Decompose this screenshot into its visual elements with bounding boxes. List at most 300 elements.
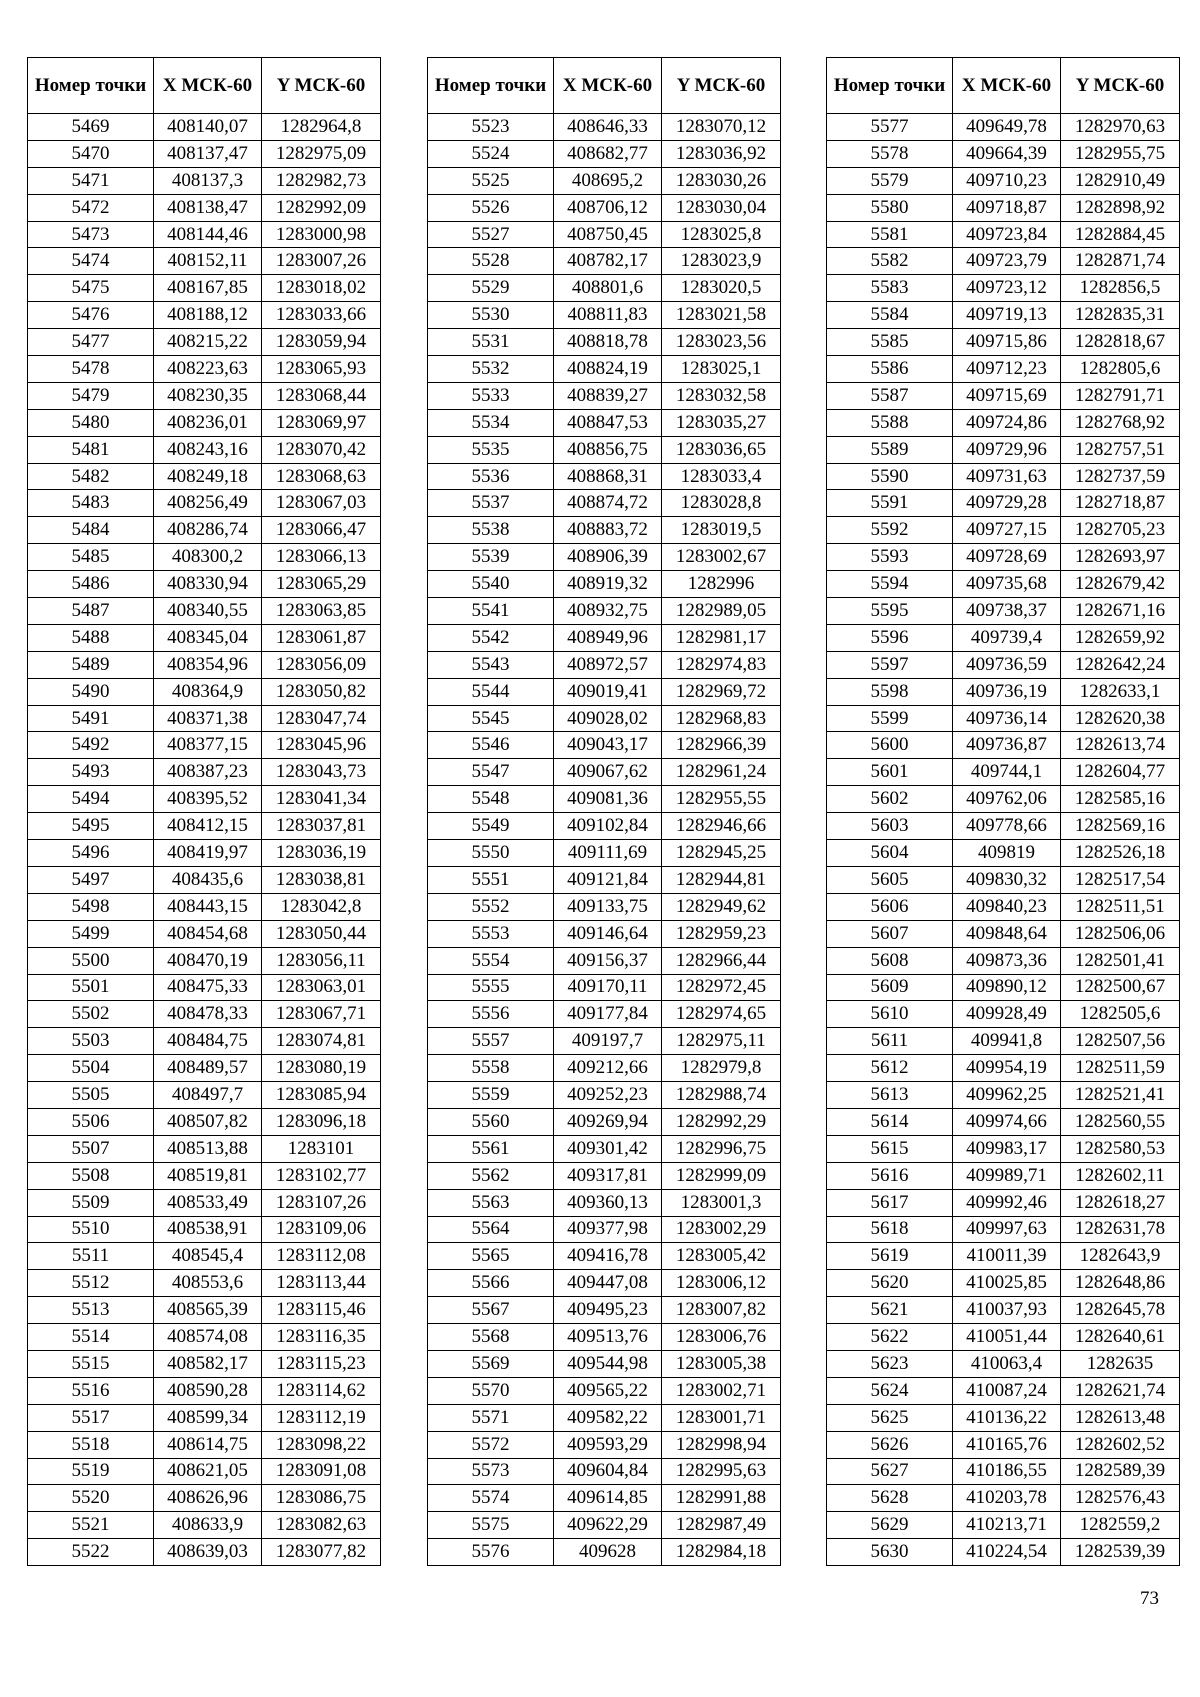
y-coordinate-cell: 1282944,81 [662, 866, 781, 893]
table-row [28, 866, 381, 893]
y-coordinate-cell: 1282642,24 [1061, 651, 1180, 678]
column-header-x: X МСК-60 [154, 58, 262, 114]
x-coordinate-cell: 409028,02 [554, 705, 662, 732]
table-row [827, 544, 1180, 571]
y-coordinate-cell: 1282505,6 [1061, 1001, 1180, 1028]
table-row [28, 571, 381, 598]
x-coordinate-cell: 408513,88 [154, 1135, 262, 1162]
point-number-cell: 5481 [28, 436, 154, 463]
column-header-y: Y МСК-60 [1061, 58, 1180, 114]
page-number: 73 [1140, 1588, 1159, 1609]
y-coordinate-cell: 1283066,13 [262, 544, 381, 571]
point-number-cell: 5497 [28, 866, 154, 893]
point-number-cell: 5502 [28, 1001, 154, 1028]
x-coordinate-cell: 409712,23 [953, 356, 1061, 383]
point-number-cell: 5544 [428, 678, 554, 705]
point-number-cell: 5473 [28, 221, 154, 248]
point-number-cell: 5533 [428, 382, 554, 409]
y-coordinate-cell: 1282620,38 [1061, 705, 1180, 732]
point-number-cell: 5536 [428, 463, 554, 490]
x-coordinate-cell: 409989,71 [953, 1162, 1061, 1189]
point-number-cell: 5527 [428, 221, 554, 248]
y-coordinate-cell: 1283000,98 [262, 221, 381, 248]
point-number-cell: 5598 [827, 678, 953, 705]
y-coordinate-cell: 1282955,55 [662, 786, 781, 813]
x-coordinate-cell: 409212,66 [554, 1055, 662, 1082]
table-row [428, 974, 781, 1001]
x-coordinate-cell: 409019,41 [554, 678, 662, 705]
y-coordinate-cell: 1282969,72 [662, 678, 781, 705]
table-row [827, 974, 1180, 1001]
y-coordinate-cell: 1283023,56 [662, 329, 781, 356]
x-coordinate-cell: 408582,17 [154, 1350, 262, 1377]
x-coordinate-cell: 409447,08 [554, 1270, 662, 1297]
y-coordinate-cell: 1283006,12 [662, 1270, 781, 1297]
y-coordinate-cell: 1282526,18 [1061, 840, 1180, 867]
table-row [827, 598, 1180, 625]
table-row [428, 382, 781, 409]
table-row [28, 786, 381, 813]
point-number-cell: 5557 [428, 1028, 554, 1055]
point-number-cell: 5591 [827, 490, 953, 517]
table-row [28, 1377, 381, 1404]
x-coordinate-cell: 408230,35 [154, 382, 262, 409]
y-coordinate-cell: 1282693,97 [1061, 544, 1180, 571]
x-coordinate-cell: 408330,94 [154, 571, 262, 598]
x-coordinate-cell: 408621,05 [154, 1458, 262, 1485]
point-number-cell: 5597 [827, 651, 953, 678]
point-number-cell: 5569 [428, 1350, 554, 1377]
x-coordinate-cell: 409102,84 [554, 813, 662, 840]
x-coordinate-cell: 408236,01 [154, 409, 262, 436]
point-number-cell: 5525 [428, 167, 554, 194]
point-number-cell: 5587 [827, 382, 953, 409]
x-coordinate-cell: 408387,23 [154, 759, 262, 786]
y-coordinate-cell: 1283068,44 [262, 382, 381, 409]
table-row [827, 759, 1180, 786]
y-coordinate-cell: 1282659,92 [1061, 624, 1180, 651]
x-coordinate-cell: 409873,36 [953, 947, 1061, 974]
table-row [827, 221, 1180, 248]
table-row [28, 598, 381, 625]
x-coordinate-cell: 410025,85 [953, 1270, 1061, 1297]
point-number-cell: 5609 [827, 974, 953, 1001]
x-coordinate-cell: 408470,19 [154, 947, 262, 974]
y-coordinate-cell: 1282949,62 [662, 893, 781, 920]
x-coordinate-cell: 409997,63 [953, 1216, 1061, 1243]
table-row [428, 840, 781, 867]
y-coordinate-cell: 1283006,76 [662, 1324, 781, 1351]
table-row [28, 1512, 381, 1539]
y-coordinate-cell: 1283001,71 [662, 1404, 781, 1431]
y-coordinate-cell: 1283032,58 [662, 382, 781, 409]
point-number-cell: 5581 [827, 221, 953, 248]
table-row [28, 248, 381, 275]
table-row [428, 1458, 781, 1485]
table-row [428, 1297, 781, 1324]
table-row [428, 167, 781, 194]
point-number-cell: 5526 [428, 194, 554, 221]
point-number-cell: 5626 [827, 1431, 953, 1458]
x-coordinate-cell: 409941,8 [953, 1028, 1061, 1055]
point-number-cell: 5568 [428, 1324, 554, 1351]
point-number-cell: 5567 [428, 1297, 554, 1324]
table-row [428, 140, 781, 167]
x-coordinate-cell: 408137,3 [154, 167, 262, 194]
x-coordinate-cell: 408706,12 [554, 194, 662, 221]
x-coordinate-cell: 408188,12 [154, 302, 262, 329]
point-number-cell: 5565 [428, 1243, 554, 1270]
y-coordinate-cell: 1282648,86 [1061, 1270, 1180, 1297]
point-number-cell: 5546 [428, 732, 554, 759]
x-coordinate-cell: 409819 [953, 840, 1061, 867]
point-number-cell: 5520 [28, 1485, 154, 1512]
point-number-cell: 5566 [428, 1270, 554, 1297]
y-coordinate-cell: 1283113,44 [262, 1270, 381, 1297]
x-coordinate-cell: 409360,13 [554, 1189, 662, 1216]
y-coordinate-cell: 1283020,5 [662, 275, 781, 302]
table-row [28, 893, 381, 920]
point-number-cell: 5630 [827, 1539, 953, 1566]
point-number-cell: 5613 [827, 1082, 953, 1109]
y-coordinate-cell: 1282511,51 [1061, 893, 1180, 920]
point-number-cell: 5504 [28, 1055, 154, 1082]
point-number-cell: 5602 [827, 786, 953, 813]
x-coordinate-cell: 408949,96 [554, 624, 662, 651]
table-row [827, 356, 1180, 383]
point-number-cell: 5486 [28, 571, 154, 598]
point-number-cell: 5515 [28, 1350, 154, 1377]
table-row [827, 1297, 1180, 1324]
table-row [428, 1162, 781, 1189]
table-row [28, 1350, 381, 1377]
table-row [827, 1162, 1180, 1189]
y-coordinate-cell: 1283115,46 [262, 1297, 381, 1324]
table-row [28, 1001, 381, 1028]
point-number-cell: 5535 [428, 436, 554, 463]
point-number-cell: 5562 [428, 1162, 554, 1189]
table-row [827, 517, 1180, 544]
x-coordinate-cell: 408454,68 [154, 920, 262, 947]
point-number-cell: 5509 [28, 1189, 154, 1216]
x-coordinate-cell: 409416,78 [554, 1243, 662, 1270]
table-row [28, 275, 381, 302]
y-coordinate-cell: 1282718,87 [1061, 490, 1180, 517]
y-coordinate-cell: 1282679,42 [1061, 571, 1180, 598]
y-coordinate-cell: 1283001,3 [662, 1189, 781, 1216]
x-coordinate-cell: 409848,64 [953, 920, 1061, 947]
y-coordinate-cell: 1283033,66 [262, 302, 381, 329]
x-coordinate-cell: 409954,19 [953, 1055, 1061, 1082]
y-coordinate-cell: 1282964,8 [262, 114, 381, 141]
point-number-cell: 5534 [428, 409, 554, 436]
x-coordinate-cell: 410203,78 [953, 1485, 1061, 1512]
point-number-cell: 5583 [827, 275, 953, 302]
table-row [28, 356, 381, 383]
table-row [827, 893, 1180, 920]
point-number-cell: 5489 [28, 651, 154, 678]
y-coordinate-cell: 1283065,29 [262, 571, 381, 598]
column-header-x: X МСК-60 [554, 58, 662, 114]
point-number-cell: 5627 [827, 1458, 953, 1485]
y-coordinate-cell: 1282835,31 [1061, 302, 1180, 329]
table-row [28, 1324, 381, 1351]
table-row [28, 947, 381, 974]
table-row [28, 1189, 381, 1216]
table-row [428, 705, 781, 732]
table-row [428, 732, 781, 759]
x-coordinate-cell: 408249,18 [154, 463, 262, 490]
coordinates-table-1 [27, 57, 381, 1566]
table-row [28, 436, 381, 463]
table-row [428, 302, 781, 329]
x-coordinate-cell: 409719,13 [953, 302, 1061, 329]
x-coordinate-cell: 408553,6 [154, 1270, 262, 1297]
y-coordinate-cell: 1283074,81 [262, 1028, 381, 1055]
table-row [428, 759, 781, 786]
table-row [428, 1055, 781, 1082]
table-row [827, 571, 1180, 598]
point-number-cell: 5594 [827, 571, 953, 598]
y-coordinate-cell: 1282975,11 [662, 1028, 781, 1055]
x-coordinate-cell: 408478,33 [154, 1001, 262, 1028]
x-coordinate-cell: 408377,15 [154, 732, 262, 759]
point-number-cell: 5491 [28, 705, 154, 732]
x-coordinate-cell: 408906,39 [554, 544, 662, 571]
y-coordinate-cell: 1282621,74 [1061, 1377, 1180, 1404]
table-row [827, 840, 1180, 867]
point-number-cell: 5551 [428, 866, 554, 893]
table-row [827, 1216, 1180, 1243]
table-row [827, 1431, 1180, 1458]
point-number-cell: 5564 [428, 1216, 554, 1243]
point-number-cell: 5541 [428, 598, 554, 625]
table-row [428, 1270, 781, 1297]
table-row [428, 356, 781, 383]
table-row [428, 1028, 781, 1055]
x-coordinate-cell: 409317,81 [554, 1162, 662, 1189]
y-coordinate-cell: 1282517,54 [1061, 866, 1180, 893]
point-number-cell: 5556 [428, 1001, 554, 1028]
table-row [428, 1324, 781, 1351]
x-coordinate-cell: 409622,29 [554, 1512, 662, 1539]
table-row [827, 302, 1180, 329]
point-number-cell: 5485 [28, 544, 154, 571]
y-coordinate-cell: 1282618,27 [1061, 1189, 1180, 1216]
y-coordinate-cell: 1283007,82 [662, 1297, 781, 1324]
table-row [28, 221, 381, 248]
x-coordinate-cell: 408614,75 [154, 1431, 262, 1458]
point-number-cell: 5618 [827, 1216, 953, 1243]
y-coordinate-cell: 1282631,78 [1061, 1216, 1180, 1243]
y-coordinate-cell: 1283098,22 [262, 1431, 381, 1458]
y-coordinate-cell: 1282974,83 [662, 651, 781, 678]
table-row [28, 813, 381, 840]
x-coordinate-cell: 409890,12 [953, 974, 1061, 1001]
point-number-cell: 5500 [28, 947, 154, 974]
x-coordinate-cell: 408286,74 [154, 517, 262, 544]
point-number-cell: 5547 [428, 759, 554, 786]
point-number-cell: 5592 [827, 517, 953, 544]
table-row [428, 194, 781, 221]
y-coordinate-cell: 1282818,67 [1061, 329, 1180, 356]
y-coordinate-cell: 1282961,24 [662, 759, 781, 786]
x-coordinate-cell: 408138,47 [154, 194, 262, 221]
point-number-cell: 5498 [28, 893, 154, 920]
table-row [827, 140, 1180, 167]
point-number-cell: 5606 [827, 893, 953, 920]
table-row [28, 678, 381, 705]
table-row [28, 114, 381, 141]
y-coordinate-cell: 1282757,51 [1061, 436, 1180, 463]
point-number-cell: 5532 [428, 356, 554, 383]
point-number-cell: 5589 [827, 436, 953, 463]
table-row [28, 302, 381, 329]
x-coordinate-cell: 408839,27 [554, 382, 662, 409]
y-coordinate-cell: 1282604,77 [1061, 759, 1180, 786]
table-header-row [28, 58, 381, 114]
x-coordinate-cell: 409983,17 [953, 1135, 1061, 1162]
table-row [28, 1135, 381, 1162]
point-number-cell: 5548 [428, 786, 554, 813]
table-row [827, 490, 1180, 517]
x-coordinate-cell: 410037,93 [953, 1297, 1061, 1324]
x-coordinate-cell: 408137,47 [154, 140, 262, 167]
y-coordinate-cell: 1282995,63 [662, 1458, 781, 1485]
y-coordinate-cell: 1282975,09 [262, 140, 381, 167]
table-row [827, 1377, 1180, 1404]
table-row [28, 140, 381, 167]
y-coordinate-cell: 1282791,71 [1061, 382, 1180, 409]
table-header-row [428, 58, 781, 114]
point-number-cell: 5549 [428, 813, 554, 840]
x-coordinate-cell: 409715,86 [953, 329, 1061, 356]
y-coordinate-cell: 1283069,97 [262, 409, 381, 436]
table-row [428, 1404, 781, 1431]
point-number-cell: 5537 [428, 490, 554, 517]
y-coordinate-cell: 1282633,1 [1061, 678, 1180, 705]
y-coordinate-cell: 1283036,65 [662, 436, 781, 463]
table-row [428, 248, 781, 275]
x-coordinate-cell: 409729,28 [953, 490, 1061, 517]
table-row [827, 1512, 1180, 1539]
y-coordinate-cell: 1282705,23 [1061, 517, 1180, 544]
table-row [428, 651, 781, 678]
x-coordinate-cell: 408215,22 [154, 329, 262, 356]
point-number-cell: 5484 [28, 517, 154, 544]
table-row [28, 329, 381, 356]
table-row [827, 275, 1180, 302]
point-number-cell: 5593 [827, 544, 953, 571]
y-coordinate-cell: 1283086,75 [262, 1485, 381, 1512]
table-row [428, 1135, 781, 1162]
y-coordinate-cell: 1283047,74 [262, 705, 381, 732]
y-coordinate-cell: 1283116,35 [262, 1324, 381, 1351]
table-row [28, 759, 381, 786]
point-number-cell: 5531 [428, 329, 554, 356]
x-coordinate-cell: 408750,45 [554, 221, 662, 248]
table-row [827, 463, 1180, 490]
y-coordinate-cell: 1283030,26 [662, 167, 781, 194]
y-coordinate-cell: 1282946,66 [662, 813, 781, 840]
y-coordinate-cell: 1282972,45 [662, 974, 781, 1001]
y-coordinate-cell: 1283063,85 [262, 598, 381, 625]
point-number-cell: 5629 [827, 1512, 953, 1539]
table-row [428, 1108, 781, 1135]
y-coordinate-cell: 1282996,75 [662, 1135, 781, 1162]
table-row [827, 651, 1180, 678]
y-coordinate-cell: 1283002,71 [662, 1377, 781, 1404]
point-number-cell: 5505 [28, 1082, 154, 1109]
x-coordinate-cell: 408874,72 [554, 490, 662, 517]
x-coordinate-cell: 408435,6 [154, 866, 262, 893]
point-number-cell: 5560 [428, 1108, 554, 1135]
point-number-cell: 5499 [28, 920, 154, 947]
point-number-cell: 5561 [428, 1135, 554, 1162]
table-row [827, 1243, 1180, 1270]
table-row [827, 1135, 1180, 1162]
point-number-cell: 5607 [827, 920, 953, 947]
x-coordinate-cell: 408574,08 [154, 1324, 262, 1351]
x-coordinate-cell: 409729,96 [953, 436, 1061, 463]
y-coordinate-cell: 1283068,63 [262, 463, 381, 490]
x-coordinate-cell: 408932,75 [554, 598, 662, 625]
x-coordinate-cell: 410224,54 [953, 1539, 1061, 1566]
x-coordinate-cell: 410213,71 [953, 1512, 1061, 1539]
x-coordinate-cell: 409269,94 [554, 1108, 662, 1135]
table-row [428, 598, 781, 625]
table-row [827, 947, 1180, 974]
x-coordinate-cell: 408371,38 [154, 705, 262, 732]
y-coordinate-cell: 1283025,8 [662, 221, 781, 248]
table-body [428, 114, 781, 1566]
point-number-cell: 5596 [827, 624, 953, 651]
point-number-cell: 5573 [428, 1458, 554, 1485]
point-number-cell: 5507 [28, 1135, 154, 1162]
y-coordinate-cell: 1282589,39 [1061, 1458, 1180, 1485]
point-number-cell: 5488 [28, 624, 154, 651]
point-number-cell: 5601 [827, 759, 953, 786]
y-coordinate-cell: 1282613,74 [1061, 732, 1180, 759]
y-coordinate-cell: 1282991,88 [662, 1485, 781, 1512]
y-coordinate-cell: 1283042,8 [262, 893, 381, 920]
x-coordinate-cell: 408497,7 [154, 1082, 262, 1109]
point-number-cell: 5542 [428, 624, 554, 651]
point-number-cell: 5628 [827, 1485, 953, 1512]
y-coordinate-cell: 1283023,9 [662, 248, 781, 275]
point-number-cell: 5555 [428, 974, 554, 1001]
y-coordinate-cell: 1283067,03 [262, 490, 381, 517]
point-number-cell: 5478 [28, 356, 154, 383]
point-number-cell: 5572 [428, 1431, 554, 1458]
x-coordinate-cell: 408599,34 [154, 1404, 262, 1431]
table-row [827, 1270, 1180, 1297]
x-coordinate-cell: 408144,46 [154, 221, 262, 248]
point-number-cell: 5622 [827, 1324, 953, 1351]
table-row [827, 248, 1180, 275]
point-number-cell: 5528 [428, 248, 554, 275]
point-number-cell: 5621 [827, 1297, 953, 1324]
x-coordinate-cell: 409728,69 [953, 544, 1061, 571]
point-number-cell: 5516 [28, 1377, 154, 1404]
x-coordinate-cell: 408443,15 [154, 893, 262, 920]
y-coordinate-cell: 1282635 [1061, 1350, 1180, 1377]
point-number-cell: 5496 [28, 840, 154, 867]
table-row [28, 1404, 381, 1431]
x-coordinate-cell: 408140,07 [154, 114, 262, 141]
table-row [827, 920, 1180, 947]
point-number-cell: 5585 [827, 329, 953, 356]
